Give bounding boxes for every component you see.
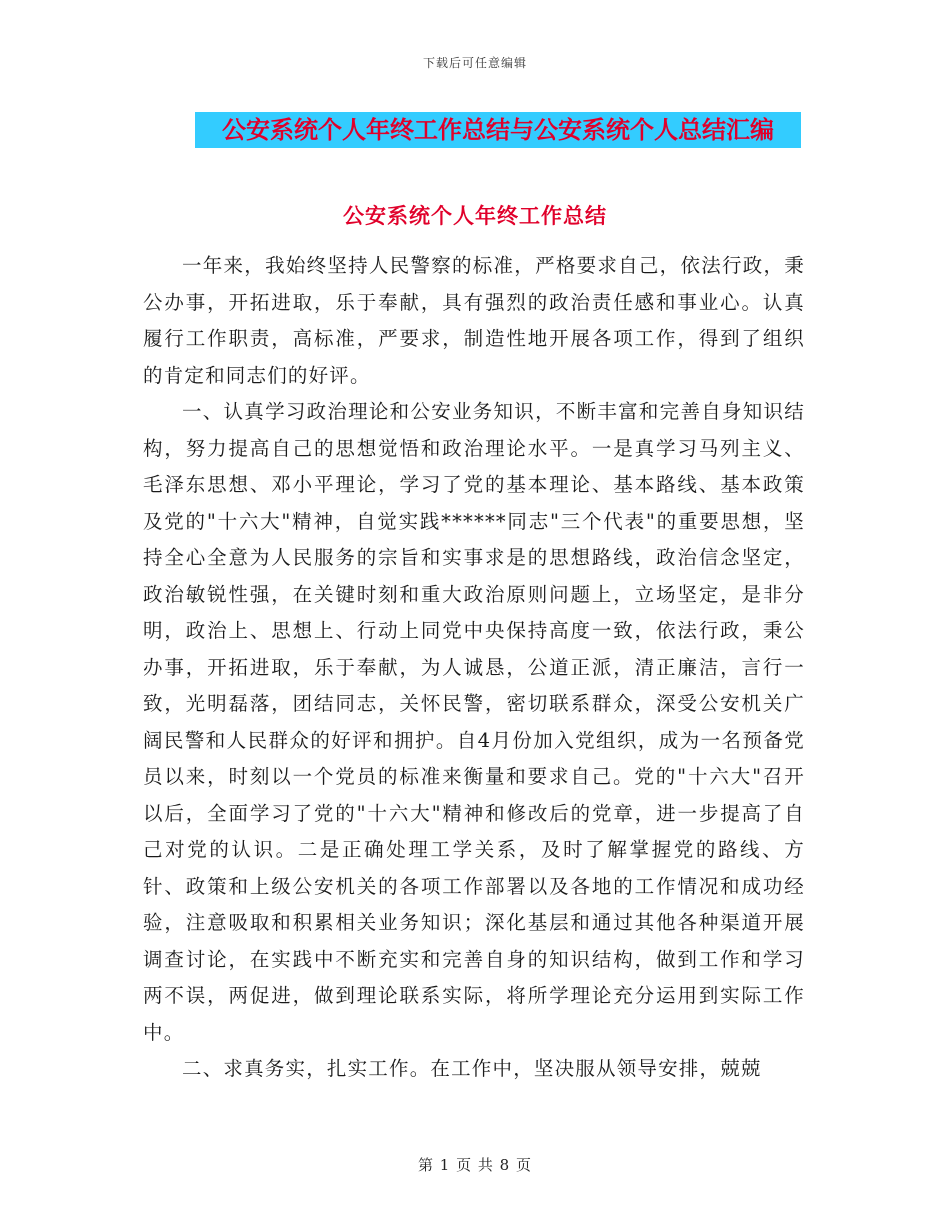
document-title: 公安系统个人年终工作总结与公安系统个人总结汇编 — [222, 115, 774, 144]
section-title: 公安系统个人年终工作总结 — [343, 203, 607, 228]
footer-middle: 页 共 — [456, 1156, 494, 1174]
paragraph-part-two: 二、求真务实，扎实工作。在工作中，坚决服从领导安排，兢兢 — [182, 1057, 762, 1080]
paragraph-intro: 一年来，我始终坚持人民警察的标准，严格要求自己，依法行政，秉公办事，开拓进取，乐于奉献，具有强烈的政治责任感和事业心。认真履行工作职责，高标准，严要求，制造性地开展各项工作，得到了组织的肯定和同志们的好评。 — [143, 254, 805, 387]
document-title-highlight — [195, 112, 801, 148]
page-footer — [0, 1154, 950, 1175]
header-note: 下载后可任意编辑 — [422, 56, 527, 70]
footer-prefix: 第 — [417, 1156, 434, 1174]
total-pages: 8 — [499, 1156, 511, 1174]
current-page-number: 1 — [439, 1156, 451, 1174]
footer-suffix: 页 — [516, 1156, 533, 1174]
document-body — [143, 248, 805, 1088]
paragraph-part-one: 一、认真学习政治理论和公安业务知识，不断丰富和完善自身知识结构，努力提高自己的思想觉悟和政治理论水平。一是真学习马列主义、毛泽东思想、邓小平理论，学习了党的基本理论、基本路线、基本政策及党的"十六大"精神，自觉实践******同志"三个代表"的重要思想，坚持全心全意为人民服务的宗旨和实事求是的思想路线，政治信念坚定，政治敏锐性强，在关键时刻和重大政治原则问题上，立场坚定，是非分明，政治上、思想上、行动上同党中央保持高度一致，依法行政，秉公办事，开拓进取，乐于奉献，为人诚恳，公道正派，清正廉洁，言行一致，光明磊落，团结同志，关怀民警，密切联系群众，深受公安机关广阔民警和人民群众的好评和拥护。自4月份加入党组织，成为一名预备党员以来，时刻以一个党员的标准来衡量和要求自己。党的"十六大"召开以后，全面学习了党的"十六大"精神和修改后的党章，进一步提高了自己对党的认识。二是正确处理工学关系，及时了解掌握党的路线、方针、政策和上级公安机关的各项工作部署以及各地的工作情况和成功经验，注意吸取和积累相关业务知识；深化基层和通过其他各种渠道开展调查讨论，在实践中不断充实和完善自身的知识结构，做到工作和学习两不误，两促进，做到理论联系实际，将所学理论充分运用到实际工作中。 — [143, 400, 805, 1044]
